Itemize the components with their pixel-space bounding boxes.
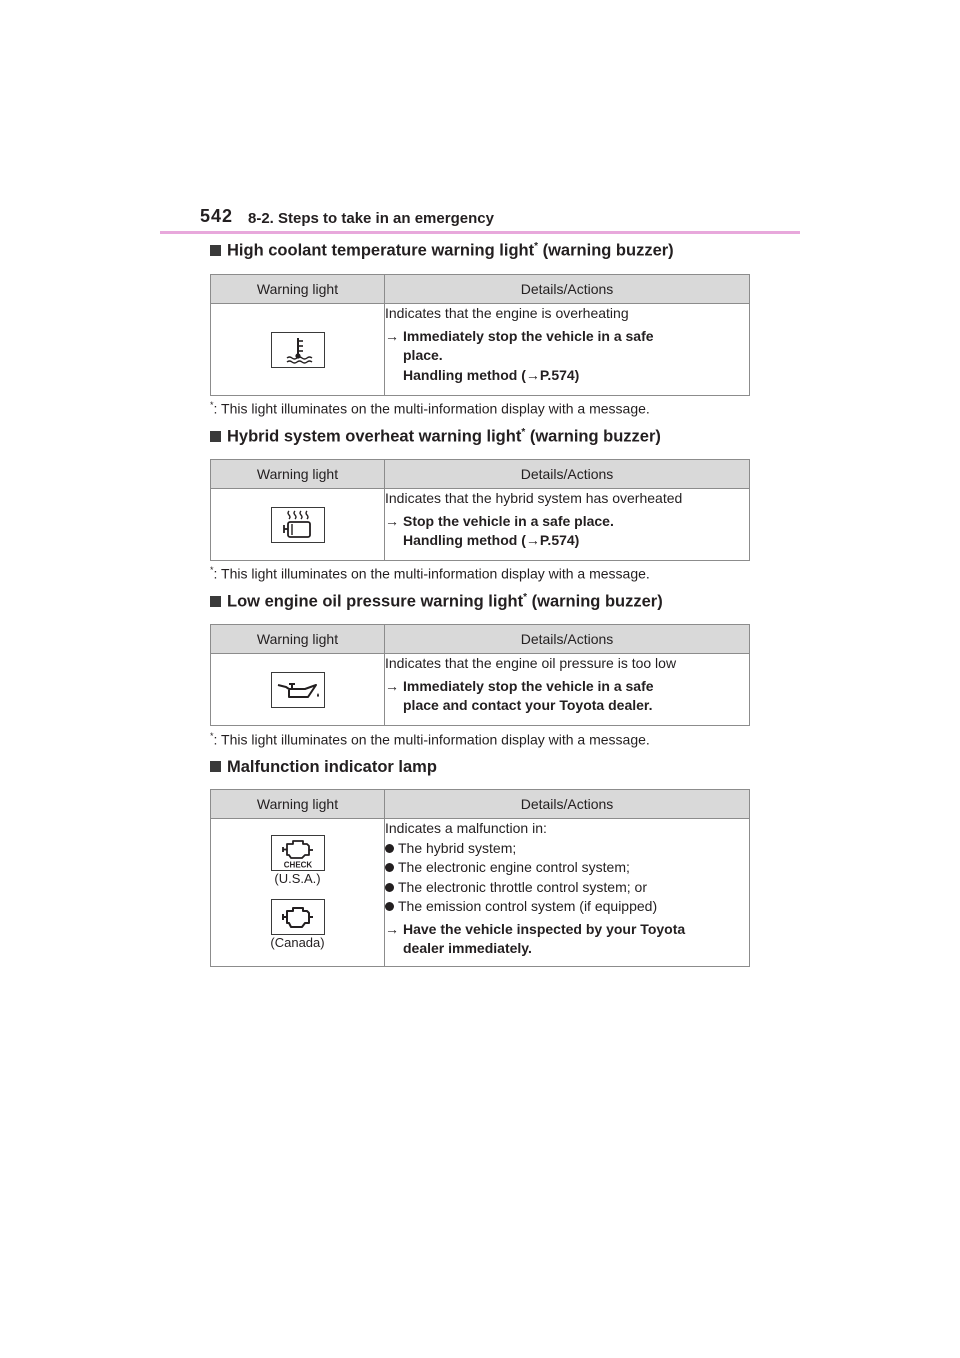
- malfunction-description: Indicates a malfunction in:: [385, 820, 547, 836]
- canada-caption: (Canada): [270, 934, 325, 950]
- dot-bullet-icon: [385, 844, 394, 853]
- arrow-icon: →: [385, 920, 399, 937]
- dot-bullet-icon: [385, 902, 394, 911]
- section-heading-hybrid: Hybrid system overheat warning light* (warning buzzer): [210, 427, 661, 447]
- arrow-icon: →: [385, 677, 399, 694]
- square-bullet-icon: [210, 761, 221, 772]
- page-reference: P.574): [539, 532, 580, 548]
- column-header-warning-light: Warning light: [211, 790, 385, 819]
- footnote: *: This light illuminates on the multi-information display with a message.: [210, 731, 650, 748]
- oil-pressure-description: Indicates that the engine oil pressure is too low: [385, 655, 677, 671]
- check-label: CHECK: [283, 860, 312, 869]
- column-header-details: Details/Actions: [385, 275, 750, 304]
- square-bullet-icon: [210, 431, 221, 442]
- check-engine-icon: [271, 835, 325, 871]
- section-heading-malfunction: Malfunction indicator lamp: [210, 758, 437, 777]
- oil-pressure-action: → Immediately stop the vehicle in a safe place and contact your Toyota dealer.: [385, 677, 654, 713]
- malfunction-indicator-table: [210, 789, 750, 967]
- footnote: *: This light illuminates on the multi-information display with a message.: [210, 400, 650, 417]
- dot-bullet-icon: [385, 863, 394, 872]
- page-number: 542: [200, 206, 234, 226]
- arrow-icon: →: [385, 327, 399, 344]
- page-header: [200, 204, 800, 234]
- section-heading-oil-pressure: Low engine oil pressure warning light* (warning buzzer): [210, 592, 663, 612]
- column-header-details: Details/Actions: [385, 460, 750, 489]
- section-heading-coolant: High coolant temperature warning light* (warning buzzer): [210, 241, 674, 261]
- hybrid-warning-table: [210, 459, 750, 561]
- list-item: The hybrid system;: [385, 839, 749, 859]
- chapter-title: 8-2. Steps to take in an emergency: [248, 210, 494, 227]
- engine-icon: [271, 899, 325, 935]
- hybrid-action: → Stop the vehicle in a safe place. Handling method (→P.574): [385, 512, 614, 548]
- column-header-details: Details/Actions: [385, 625, 750, 654]
- square-bullet-icon: [210, 596, 221, 607]
- hybrid-system-overheat-icon: [271, 507, 325, 543]
- coolant-action: → Immediately stop the vehicle in a safe place. Handling method (→P.574): [385, 327, 654, 383]
- page-reference: P.574): [539, 366, 580, 383]
- square-bullet-icon: [210, 245, 221, 256]
- list-item: The electronic engine control system;: [385, 858, 749, 878]
- coolant-temperature-icon: [271, 332, 325, 368]
- arrow-icon: →: [385, 512, 399, 529]
- column-header-warning-light: Warning light: [211, 275, 385, 304]
- list-item: The emission control system (if equipped): [385, 897, 749, 917]
- list-item: The electronic throttle control system; or: [385, 878, 749, 898]
- column-header-details: Details/Actions: [385, 790, 750, 819]
- oil-can-icon: [271, 672, 325, 708]
- oil-pressure-warning-table: [210, 624, 750, 726]
- coolant-warning-table: [210, 274, 750, 396]
- malfunction-action: → Have the vehicle inspected by your Toyota dealer immediately.: [385, 920, 686, 956]
- column-header-warning-light: Warning light: [211, 625, 385, 654]
- hybrid-description: Indicates that the hybrid system has overheated: [385, 490, 683, 506]
- coolant-description: Indicates that the engine is overheating: [385, 305, 629, 321]
- header-divider: [160, 231, 800, 234]
- dot-bullet-icon: [385, 883, 394, 892]
- usa-caption: (U.S.A.): [274, 870, 321, 886]
- column-header-warning-light: Warning light: [211, 460, 385, 489]
- footnote: *: This light illuminates on the multi-information display with a message.: [210, 565, 650, 582]
